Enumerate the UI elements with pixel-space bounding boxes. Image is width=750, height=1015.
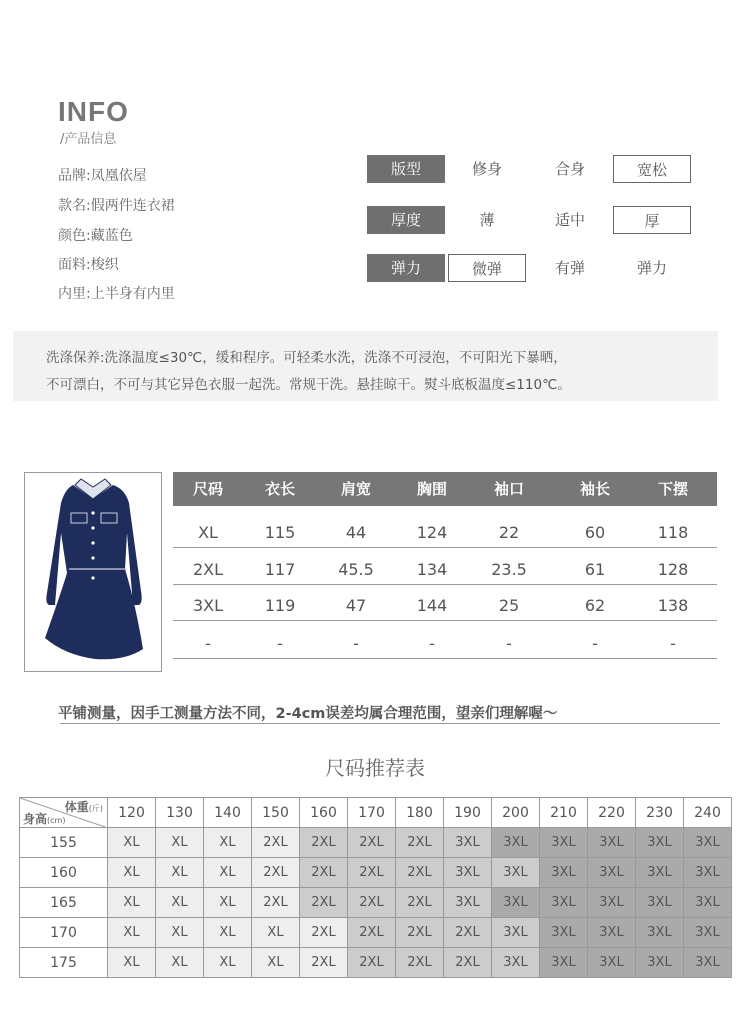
size-table-cell: - bbox=[506, 634, 512, 653]
recommend-size-cell: 2XL bbox=[348, 828, 396, 858]
recommend-size-cell: 2XL bbox=[252, 828, 300, 858]
weight-header-cell: 150 bbox=[252, 798, 300, 828]
recommend-row bbox=[20, 828, 732, 858]
attribute-option: 宽松 bbox=[613, 155, 691, 183]
recommend-size-cell: 3XL bbox=[636, 888, 684, 918]
recommend-size-cell: XL bbox=[108, 828, 156, 858]
recommend-size-cell: XL bbox=[108, 858, 156, 888]
size-recommend-table bbox=[19, 797, 732, 978]
recommend-size-cell: 2XL bbox=[396, 888, 444, 918]
size-table-header-cell: 尺码 bbox=[192, 480, 223, 498]
recommend-size-cell: 2XL bbox=[348, 858, 396, 888]
size-table-cell: - bbox=[205, 634, 211, 653]
size-table-cell: 119 bbox=[264, 596, 296, 615]
height-cell: 160 bbox=[20, 858, 108, 888]
size-table-cell: 117 bbox=[264, 560, 296, 579]
size-table-cell: - bbox=[670, 634, 676, 653]
recommend-header-row bbox=[20, 798, 732, 828]
dress-illustration bbox=[25, 473, 161, 671]
spec-lining: 内里:上半身有内里 bbox=[58, 286, 175, 302]
size-table-cell: 2XL bbox=[192, 560, 224, 579]
weight-header-cell: 240 bbox=[684, 798, 732, 828]
recommend-size-cell: 3XL bbox=[684, 918, 732, 948]
recommend-size-cell: 3XL bbox=[492, 918, 540, 948]
size-table-cell: 25 bbox=[498, 596, 520, 615]
recommend-size-cell: 3XL bbox=[588, 888, 636, 918]
recommend-size-cell: XL bbox=[252, 918, 300, 948]
product-photo bbox=[24, 472, 162, 672]
recommend-size-cell: 2XL bbox=[396, 948, 444, 978]
table-row-line bbox=[173, 620, 717, 621]
size-table-cell: 23.5 bbox=[491, 560, 527, 579]
size-table-cell: 47 bbox=[345, 596, 367, 615]
recommend-size-cell: XL bbox=[156, 948, 204, 978]
size-table-header-cell: 胸围 bbox=[416, 480, 447, 498]
weight-header-cell: 180 bbox=[396, 798, 444, 828]
recommend-size-cell: 2XL bbox=[252, 888, 300, 918]
recommend-size-cell: XL bbox=[156, 918, 204, 948]
weight-header-cell: 190 bbox=[444, 798, 492, 828]
recommend-size-cell: 3XL bbox=[684, 948, 732, 978]
recommend-size-cell: 3XL bbox=[492, 858, 540, 888]
attribute-option: 有弹 bbox=[554, 259, 585, 277]
recommend-size-cell: 3XL bbox=[588, 858, 636, 888]
table-row-line bbox=[173, 547, 717, 548]
recommend-size-cell: 2XL bbox=[300, 828, 348, 858]
recommend-size-cell: 2XL bbox=[396, 858, 444, 888]
recommend-size-cell: 3XL bbox=[540, 948, 588, 978]
recommend-row bbox=[20, 858, 732, 888]
recommend-size-cell: XL bbox=[204, 858, 252, 888]
size-table-cell: 44 bbox=[345, 523, 367, 542]
care-line-2: 不可漂白，不可与其它异色衣服一起洗。常规干洗。悬挂晾干。熨斗底板温度≤110℃。 bbox=[46, 377, 571, 393]
recommend-size-cell: 3XL bbox=[540, 828, 588, 858]
info-subtitle: /产品信息 bbox=[60, 132, 117, 147]
recommend-size-cell: 3XL bbox=[540, 888, 588, 918]
size-table-cell: XL bbox=[198, 523, 218, 542]
recommend-row bbox=[20, 948, 732, 978]
spec-style: 款名:假两件连衣裙 bbox=[58, 198, 175, 214]
recommend-size-cell: XL bbox=[108, 948, 156, 978]
recommend-size-cell: 3XL bbox=[492, 948, 540, 978]
size-table-cell: 115 bbox=[264, 523, 296, 542]
size-table-cell: 60 bbox=[584, 523, 606, 542]
size-table-header-cell: 下摆 bbox=[657, 480, 688, 498]
corner-height-unit: (cm) bbox=[47, 816, 66, 825]
recommend-size-cell: XL bbox=[156, 888, 204, 918]
recommend-size-cell: 3XL bbox=[684, 888, 732, 918]
weight-header-cell: 170 bbox=[348, 798, 396, 828]
spec-brand: 品牌:凤凰依屋 bbox=[58, 168, 147, 184]
recommend-size-cell: 2XL bbox=[396, 918, 444, 948]
size-table-cell: 128 bbox=[657, 560, 689, 579]
recommend-row bbox=[20, 888, 732, 918]
care-line-1: 洗涤保养:洗涤温度≤30℃，缓和程序。可轻柔水洗，洗涤不可浸泡，不可阳光下暴晒， bbox=[46, 350, 567, 366]
recommend-row bbox=[20, 918, 732, 948]
recommend-size-cell: 2XL bbox=[444, 948, 492, 978]
size-table-cell: - bbox=[429, 634, 435, 653]
weight-header-cell: 120 bbox=[108, 798, 156, 828]
attribute-option: 适中 bbox=[554, 211, 585, 229]
recommend-size-cell: 3XL bbox=[492, 828, 540, 858]
recommend-size-cell: XL bbox=[204, 948, 252, 978]
recommend-size-cell: 2XL bbox=[300, 918, 348, 948]
table-row-line bbox=[173, 658, 717, 659]
corner-height-label: 身高(cm) bbox=[23, 812, 66, 826]
recommend-size-cell: 2XL bbox=[396, 828, 444, 858]
recommend-size-cell: 3XL bbox=[684, 828, 732, 858]
attribute-label: 弹力 bbox=[367, 254, 445, 282]
size-table-cell: 124 bbox=[416, 523, 448, 542]
height-cell: 155 bbox=[20, 828, 108, 858]
recommend-title: 尺码推荐表 bbox=[325, 756, 425, 780]
recommend-size-cell: 3XL bbox=[444, 828, 492, 858]
recommend-size-cell: 2XL bbox=[348, 918, 396, 948]
recommend-size-cell: 3XL bbox=[588, 828, 636, 858]
recommend-size-cell: 3XL bbox=[636, 828, 684, 858]
recommend-size-cell: 2XL bbox=[348, 948, 396, 978]
recommend-size-cell: 2XL bbox=[348, 888, 396, 918]
weight-header-cell: 200 bbox=[492, 798, 540, 828]
attribute-option: 微弹 bbox=[448, 254, 526, 282]
size-table-cell: - bbox=[277, 634, 283, 653]
size-table-cell: 3XL bbox=[192, 596, 224, 615]
size-table-cell: 61 bbox=[584, 560, 606, 579]
weight-header-cell: 140 bbox=[204, 798, 252, 828]
recommend-size-cell: 2XL bbox=[300, 858, 348, 888]
recommend-size-cell: 3XL bbox=[684, 858, 732, 888]
recommend-size-cell: 3XL bbox=[540, 858, 588, 888]
size-table-header-cell: 衣长 bbox=[264, 480, 295, 498]
divider bbox=[60, 723, 720, 724]
size-table-header-cell: 袖长 bbox=[579, 480, 610, 498]
recommend-size-cell: 3XL bbox=[444, 888, 492, 918]
recommend-size-cell: XL bbox=[204, 888, 252, 918]
size-table-cell: 134 bbox=[416, 560, 448, 579]
size-table-cell: 144 bbox=[416, 596, 448, 615]
recommend-size-cell: 3XL bbox=[444, 858, 492, 888]
size-table-cell: 138 bbox=[657, 596, 689, 615]
weight-header-cell: 230 bbox=[636, 798, 684, 828]
recommend-corner-cell bbox=[20, 798, 108, 828]
weight-header-cell: 160 bbox=[300, 798, 348, 828]
recommend-size-cell: XL bbox=[108, 888, 156, 918]
size-table-cell: 118 bbox=[657, 523, 689, 542]
size-table-header-cell: 袖口 bbox=[493, 480, 524, 498]
size-table-cell: - bbox=[592, 634, 598, 653]
size-table-header bbox=[173, 472, 717, 506]
spec-color: 颜色:藏蓝色 bbox=[58, 228, 133, 244]
attribute-option: 弹力 bbox=[636, 259, 667, 277]
size-table-cell: 45.5 bbox=[338, 560, 374, 579]
table-row-line bbox=[173, 584, 717, 585]
height-cell: 175 bbox=[20, 948, 108, 978]
weight-header-cell: 220 bbox=[588, 798, 636, 828]
size-table-header-cell: 肩宽 bbox=[340, 480, 371, 498]
weight-header-cell: 210 bbox=[540, 798, 588, 828]
corner-weight-label: 体重(斤) bbox=[64, 800, 103, 814]
recommend-size-cell: 3XL bbox=[636, 918, 684, 948]
recommend-size-cell: XL bbox=[204, 918, 252, 948]
height-cell: 170 bbox=[20, 918, 108, 948]
attribute-option: 修身 bbox=[471, 160, 502, 178]
info-title: INFO bbox=[58, 96, 129, 127]
spec-fabric: 面料:梭织 bbox=[58, 257, 119, 273]
weight-header-cell: 130 bbox=[156, 798, 204, 828]
recommend-size-cell: 3XL bbox=[636, 858, 684, 888]
attribute-option: 薄 bbox=[479, 211, 495, 229]
recommend-size-cell: 3XL bbox=[540, 918, 588, 948]
recommend-size-cell: XL bbox=[156, 858, 204, 888]
recommend-size-cell: 3XL bbox=[636, 948, 684, 978]
corner-weight-unit: (斤) bbox=[88, 804, 103, 813]
size-table-cell: - bbox=[353, 634, 359, 653]
recommend-size-cell: XL bbox=[204, 828, 252, 858]
recommend-size-cell: 2XL bbox=[300, 948, 348, 978]
attribute-label: 厚度 bbox=[367, 206, 445, 234]
height-cell: 165 bbox=[20, 888, 108, 918]
recommend-size-cell: XL bbox=[252, 948, 300, 978]
recommend-size-cell: 2XL bbox=[300, 888, 348, 918]
recommend-size-cell: XL bbox=[156, 828, 204, 858]
recommend-size-cell: XL bbox=[108, 918, 156, 948]
attribute-option: 厚 bbox=[613, 206, 691, 234]
attribute-option: 合身 bbox=[554, 160, 585, 178]
recommend-size-cell: 3XL bbox=[588, 948, 636, 978]
size-table-cell: 22 bbox=[498, 523, 520, 542]
recommend-size-cell: 2XL bbox=[444, 918, 492, 948]
measurement-note: 平铺测量，因手工测量方法不同，2-4cm误差均属合理范围，望亲们理解喔～ bbox=[58, 706, 558, 722]
recommend-size-cell: 2XL bbox=[252, 858, 300, 888]
attribute-label: 版型 bbox=[367, 155, 445, 183]
recommend-size-cell: 3XL bbox=[492, 888, 540, 918]
recommend-size-cell: 3XL bbox=[588, 918, 636, 948]
size-table-cell: 62 bbox=[584, 596, 606, 615]
